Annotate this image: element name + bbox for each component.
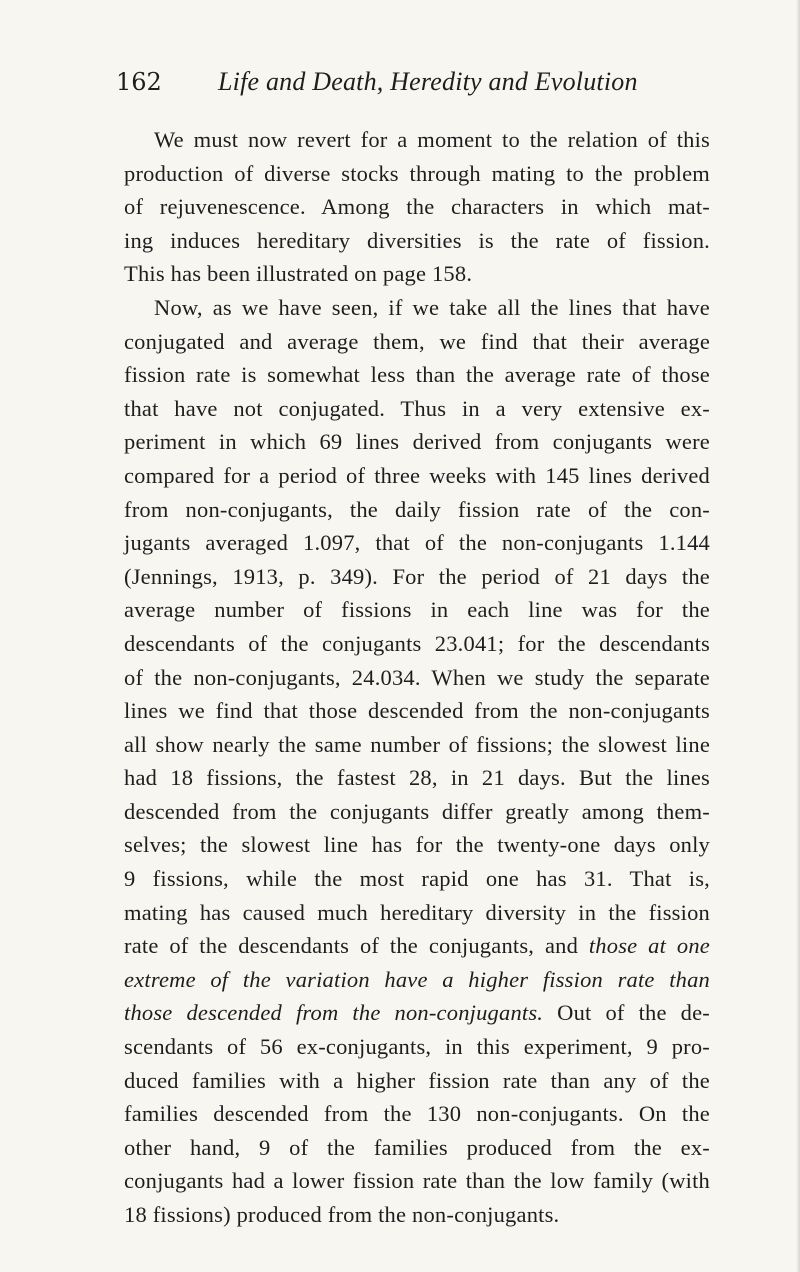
text-line: 18 fissions) produced from the non-conjugants. <box>124 1202 560 1227</box>
text-line: duced families with a higher fission rate than any of the <box>124 1067 710 1093</box>
emphasis-text: those at one <box>588 933 710 959</box>
text-line: periment in which 69 lines derived from conjugants were <box>124 429 710 455</box>
text-line: fission rate is somewhat less than the average rate of those <box>124 362 710 388</box>
text-line: lines we find that those descended from the non-conjugants <box>124 698 710 724</box>
text-line-roman: Out of the de- <box>543 1000 710 1026</box>
text-line-roman: rate of the descendants of the conjugants, and <box>124 933 589 959</box>
text-line: families descended from the 130 non-conjugants. On the <box>124 1101 710 1127</box>
text-line: conjugated and average them, we find that their average <box>124 328 710 354</box>
text-line: of the non-conjugants, 24.034. When we study the separate <box>124 664 710 690</box>
text-line: from non-conjugants, the daily fission rate of the con- <box>124 496 710 522</box>
running-title: Life and Death, Heredity and Evolution <box>218 67 638 96</box>
page-number: 162 <box>116 68 162 96</box>
text-line: We must now revert for a moment to the relation of this <box>154 127 710 152</box>
page-header <box>102 62 702 102</box>
text-line: compared for a period of three weeks with 145 lines derived <box>124 462 710 488</box>
text-line: production of diverse stocks through mating to the problem <box>124 160 710 186</box>
text-line-mixed <box>124 996 710 1030</box>
text-line: 9 fissions, while the most rapid one has 31. That is, <box>124 866 710 892</box>
text-line: This has been illustrated on page 158. <box>124 261 473 287</box>
text-line: of rejuvenescence. Among the characters in which mat- <box>124 194 710 220</box>
text-line: (Jennings, 1913, p. 349). For the period of 21 days the <box>124 563 710 589</box>
text-line: selves; the slowest line has for the twenty-one days only <box>124 832 710 858</box>
text-line: jugants averaged 1.097, that of the non-conjugants 1.144 <box>124 530 710 556</box>
text-line-italic <box>124 963 710 997</box>
emphasis-text: extreme of the variation have a higher fission rate than <box>124 966 710 992</box>
emphasis-text: those descended from the non-conjugants. <box>124 1000 544 1026</box>
text-line: all show nearly the same number of fissions; the slowest line <box>124 731 710 757</box>
body-text <box>124 123 710 1232</box>
text-line-mixed <box>124 929 710 963</box>
text-line: other hand, 9 of the families produced from the ex- <box>124 1134 710 1160</box>
page-edge-shadow <box>796 0 800 1272</box>
text-line: ing induces hereditary diversities is the rate of fission. <box>124 227 710 253</box>
text-line: mating has caused much hereditary diversity in the fission <box>124 899 710 925</box>
text-line: average number of fissions in each line was for the <box>124 597 710 623</box>
text-line: Now, as we have seen, if we take all the lines that have <box>154 294 710 320</box>
text-line: descendants of the conjugants 23.041; for the descendants <box>124 630 710 656</box>
text-line: conjugants had a lower fission rate than the low family (with <box>124 1168 710 1194</box>
text-line: had 18 fissions, the fastest 28, in 21 days. But the lines <box>124 765 710 791</box>
text-line: descended from the conjugants differ greatly among them- <box>124 798 710 824</box>
text-line: that have not conjugated. Thus in a very extensive ex- <box>124 395 710 421</box>
text-line: scendants of 56 ex-conjugants, in this experiment, 9 pro- <box>124 1034 710 1060</box>
